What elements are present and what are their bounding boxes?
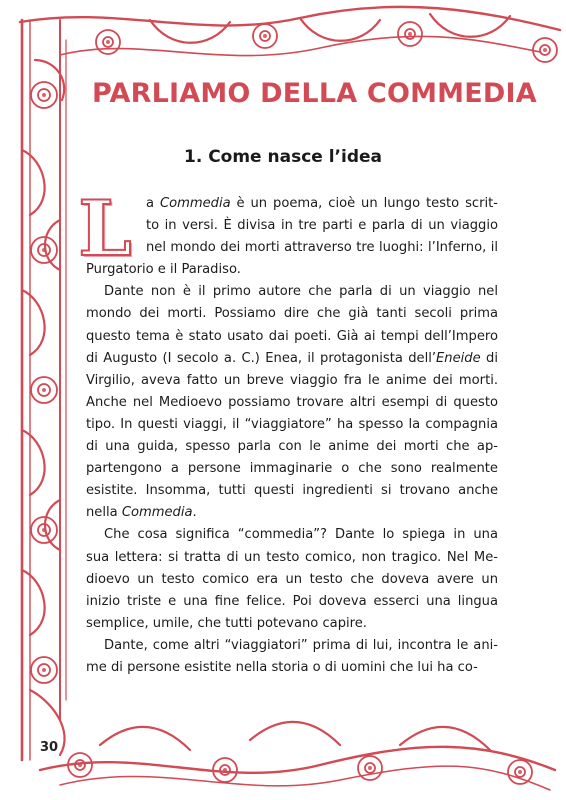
text-line: Dante non è il primo autore che parla di un viaggio nel <box>104 284 498 300</box>
italic-title: Commedia <box>121 505 193 521</box>
dropcap-letter: L <box>78 184 132 273</box>
text-line: sua lettera: si tratta di un testo comico, non tragico. Nel Me- <box>86 549 498 565</box>
text-line: to in versi. È divisa in tre parti e parla di un viaggio <box>146 218 498 234</box>
body-text <box>86 193 498 679</box>
section-title: 1. Come nasce l’idea <box>183 147 383 167</box>
paragraph <box>86 281 498 524</box>
text-line: Purgatorio e il Paradiso. <box>86 262 241 278</box>
text-line: inizio triste e una fine felice. Poi doveva esserci una lingua <box>86 593 498 609</box>
paragraph <box>86 193 498 281</box>
text-line: questo tema è stato usato dai poeti. Già ai tempi dell’Impero <box>86 328 498 344</box>
text-line: partengono a persone immaginarie o che sono realmente <box>86 461 498 477</box>
text-line: esistite. Insomma, tutti questi ingredienti si trovano anche <box>86 483 498 499</box>
page-number: 30 <box>40 740 59 755</box>
text-line: Anche nel Medioevo possiamo trovare altri esempi di questo <box>86 394 498 410</box>
chapter-title: PARLIAMO DELLA COMMEDIA <box>92 78 537 109</box>
text-line: nel mondo dei morti attraverso tre luoghi: l’Inferno, il <box>146 240 498 256</box>
text-line: Virgilio, aveva fatto un breve viaggio fra le anime dei morti. <box>86 372 498 388</box>
text-line: a Commedia è un poema, cioè un lungo testo scrit- <box>146 196 498 211</box>
text-line: di Augusto (I secolo a. C.) Enea, il protagonista dell’Eneide di <box>86 350 498 366</box>
text-line: Dante, come altri “viaggiatori” prima di lui, incontra le ani- <box>104 637 498 653</box>
text-line: tipo. In questi viaggi, il “viaggiatore” ha spesso la compagnia <box>86 416 498 432</box>
text-line: Che cosa significa “commedia”? Dante lo spiega in una <box>104 527 498 543</box>
italic-title: Commedia <box>159 196 231 211</box>
text-line: nella Commedia. <box>86 505 197 521</box>
text-line: di una guida, spesso parla con le anime dei morti che ap- <box>86 439 498 455</box>
text-line: mondo dei morti. Possiamo dire che già tanti secoli prima <box>86 306 498 322</box>
text-line: semplice, umile, che tutti potevano capire. <box>86 615 367 631</box>
text-line: dioevo un testo comico era un testo che doveva avere un <box>86 571 498 587</box>
paragraph <box>86 635 498 679</box>
text-line: me di persone esistite nella storia o di uomini che lui ha co- <box>86 659 478 675</box>
paragraph <box>86 524 498 634</box>
italic-title: Eneide <box>436 350 481 366</box>
